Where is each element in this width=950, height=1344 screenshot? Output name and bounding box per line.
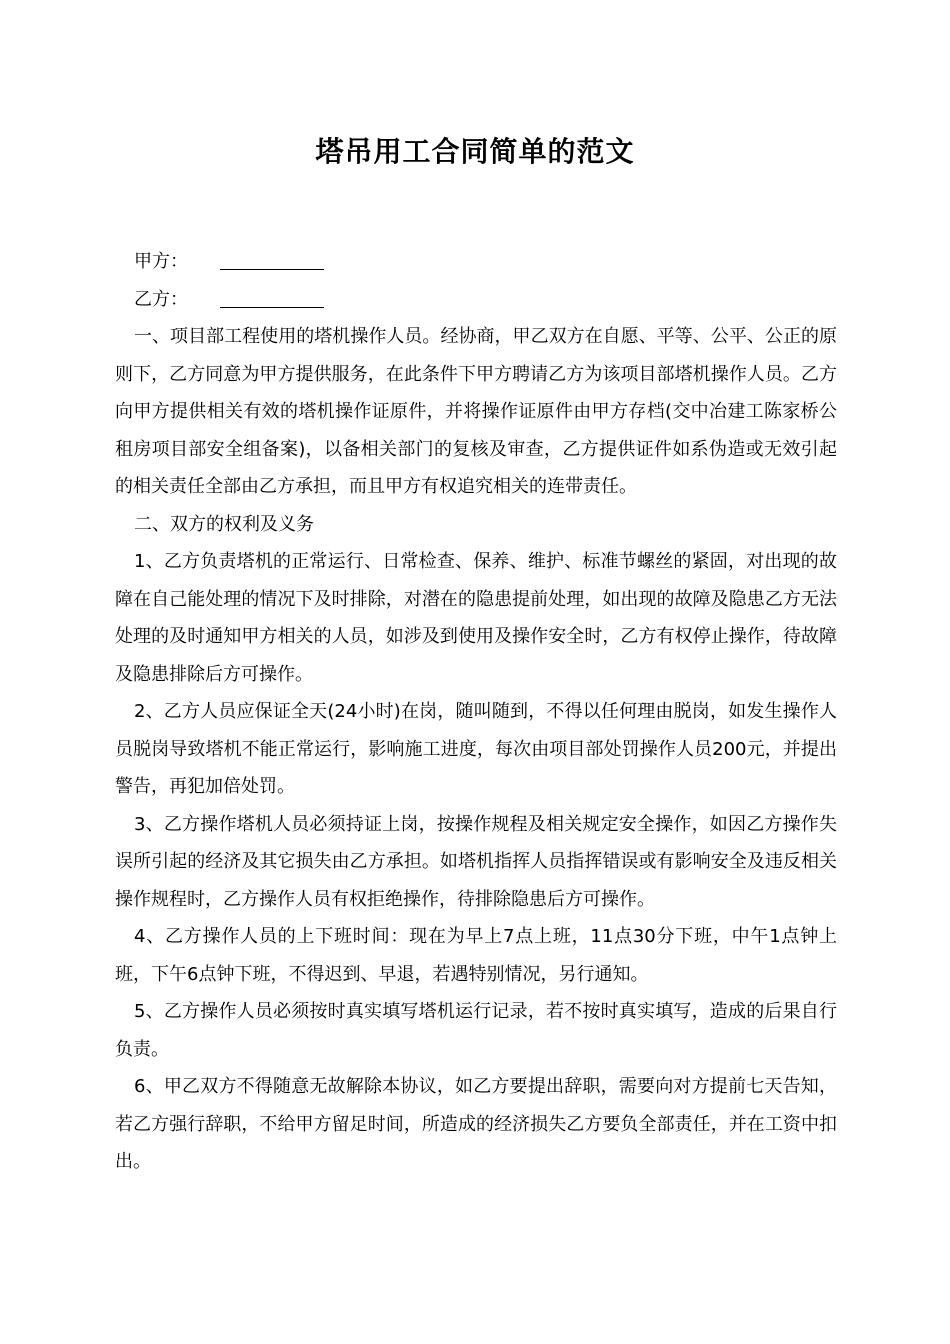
paragraph-clause-4: 4、乙方操作人员的上下班时间：现在为早上7点上班，11点30分下班，中午1点钟上班，下午6点钟下班，不得迟到、早退，若遇特别情况，另行通知。 (115, 926, 837, 985)
paragraph-clause-2: 2、乙方人员应保证全天(24小时)在岗，随叫随到，不得以任何理由脱岗，如发生操作人员脱岗导致塔机不能正常运行，影响施工进度，每次由项目部处罚操作人员200元，并提出警告，再犯加倍处罚。 (115, 701, 837, 797)
document-title: 塔吊用工合同简单的范文 (315, 135, 635, 168)
document-body (115, 243, 837, 1181)
party-b-blank (220, 287, 324, 308)
party-a-blank (220, 249, 324, 270)
paragraph-clause-6: 6、甲乙双方不得随意无故解除本协议，如乙方要提出辞职，需要向对方提前七天告知，若乙方强行辞职，不给甲方留足时间，所造成的经济损失乙方要负全部责任，并在工资中扣出。 (115, 1076, 837, 1172)
paragraph-clause-1: 1、乙方负责塔机的正常运行、日常检查、保养、维护、标准节螺丝的紧固，对出现的故障在自己能处理的情况下及时排除，对潜在的隐患提前处理，如出现的故障及隐患乙方无法处理的及时通知甲方相关的人员，如涉及到使用及操作安全时，乙方有权停止操作，待故障及隐患排除后方可操作。 (115, 551, 837, 685)
paragraph-clause-5: 5、乙方操作人员必须按时真实填写塔机运行记录，若不按时真实填写，造成的后果自行负责。 (115, 1001, 837, 1060)
paragraph-clause-3: 3、乙方操作塔机人员必须持证上岗，按操作规程及相关规定安全操作，如因乙方操作失误所引起的经济及其它损失由乙方承担。如塔机指挥人员指挥错误或有影响安全及违反相关操作规程时，乙方操作人员有权拒绝操作，待排除隐患后方可操作。 (115, 813, 837, 910)
party-b-line (115, 281, 837, 319)
party-a-line (115, 243, 837, 281)
paragraph-rights-heading: 二、双方的权利及义务 (134, 513, 314, 535)
party-a-label: 甲方： (134, 251, 188, 272)
paragraph-project-personnel: 一、项目部工程使用的塔机操作人员。经协商，甲乙双方在自愿、平等、公平、公正的原则下，乙方同意为甲方提供服务，在此条件下甲方聘请乙方为该项目部塔机操作人员。乙方向甲方提供相关有效的塔机操作证原件，并将操作证原件由甲方存档(交中冶建工陈家桥公租房项目部安全组备案)，以备相关部门的复核及审查，乙方提供证件如系伪造或无效引起的相关责任全部由乙方承担，而且甲方有权追究相关的连带责任。 (115, 326, 837, 497)
party-b-label: 乙方： (134, 288, 188, 310)
